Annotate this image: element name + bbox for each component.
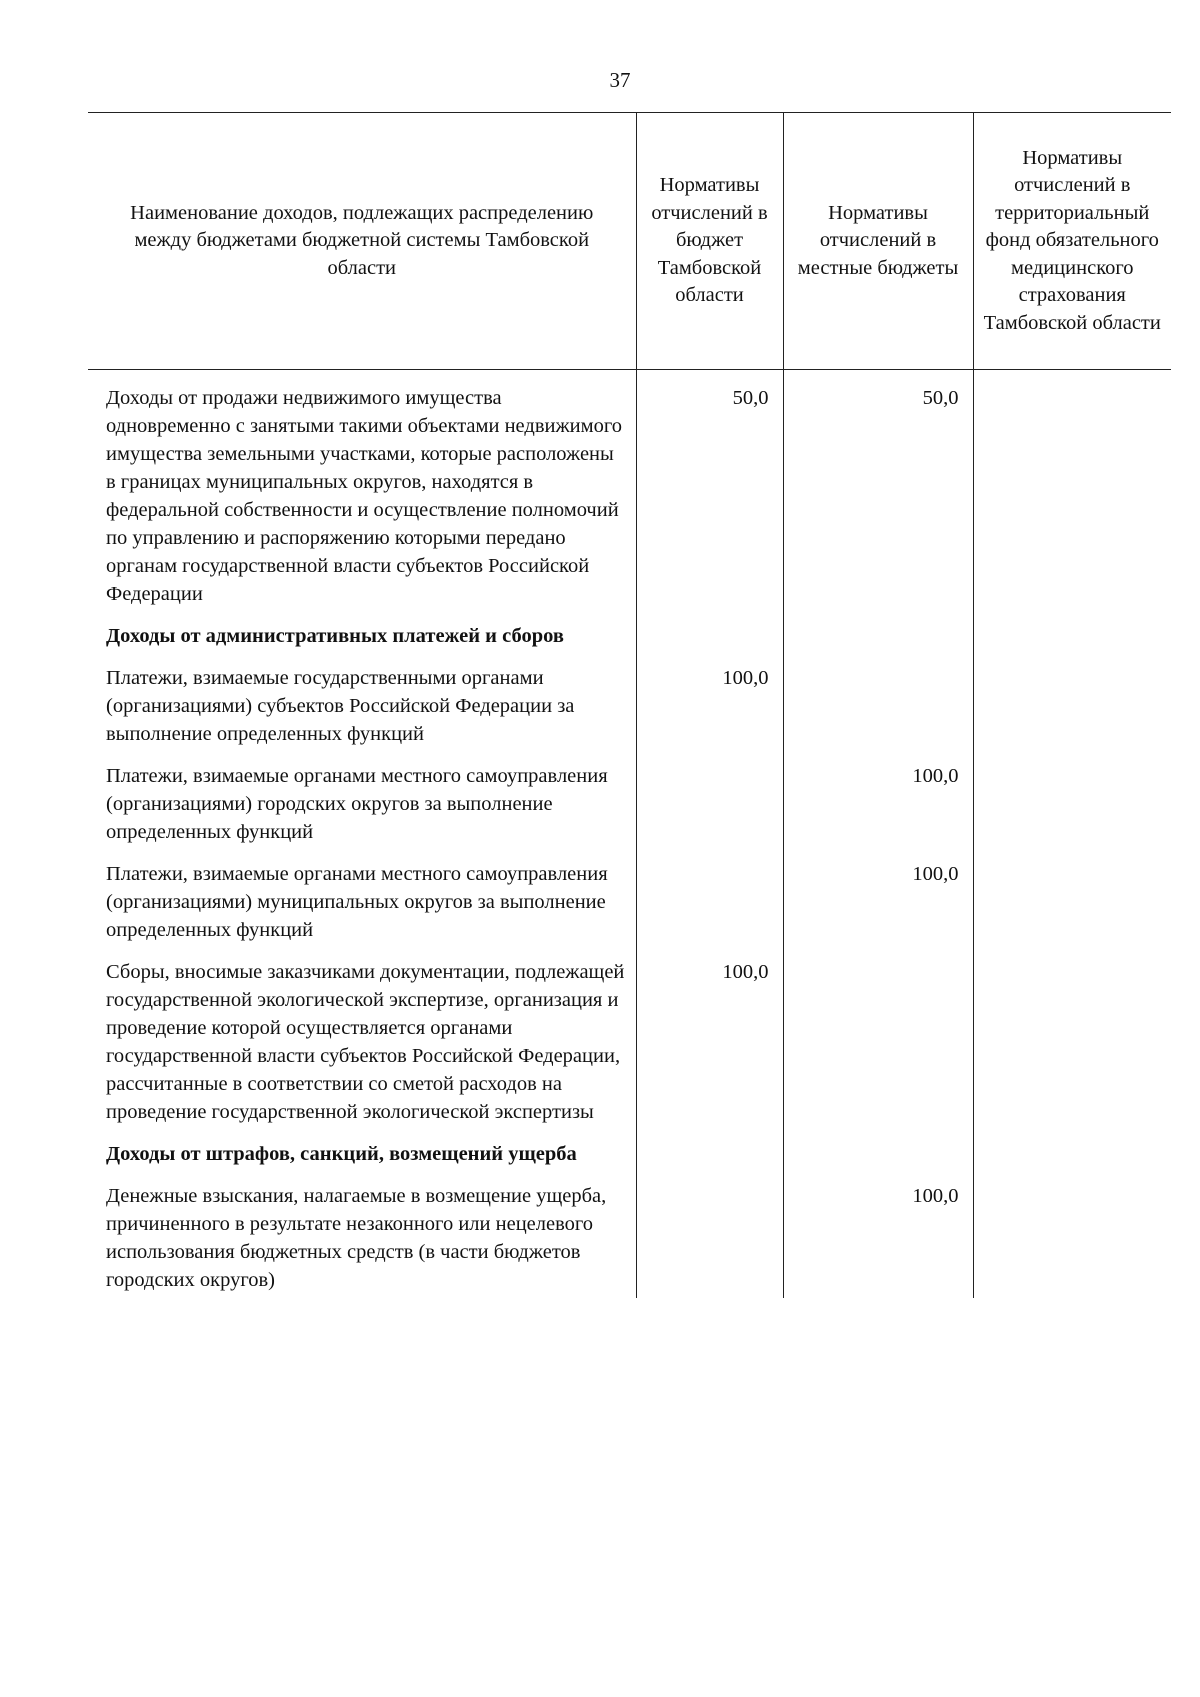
table-row — [88, 752, 1171, 850]
regional-budget-cell — [636, 850, 783, 948]
regional-budget-cell — [636, 1172, 783, 1298]
income-name-cell: Доходы от продажи недвижимого имущества одновременно с занятыми такими объектами недвижимого имущества земельными участками, которые расположены в границах муниципальных округов, находятся в федеральной собственности и осуществление полномочий по управлению и распоряжению которыми передано органам государственной власти субъектов Российской Федерации — [106, 387, 622, 605]
header-regional-budget: Нормативы отчислений в бюджет Тамбовской области — [636, 113, 783, 370]
regional-budget-cell — [636, 612, 783, 654]
section-title-cell: Доходы от штрафов, санкций, возмещений ущерба — [106, 1143, 577, 1165]
local-budget-cell: 100,0 — [783, 752, 973, 850]
regional-budget-cell — [636, 752, 783, 850]
table-row — [88, 654, 1171, 752]
section-row — [88, 612, 1171, 654]
revenue-distribution-table — [88, 112, 1171, 1298]
local-budget-cell: 100,0 — [783, 1172, 973, 1298]
table-row — [88, 948, 1171, 1130]
fund-cell — [973, 850, 1171, 948]
local-budget-cell: 50,0 — [783, 370, 973, 613]
page-number: 37 — [609, 68, 631, 92]
revenue-distribution-table-container — [88, 112, 1171, 1298]
header-local-budgets: Нормативы отчислений в местные бюджеты — [783, 113, 973, 370]
regional-budget-cell: 50,0 — [636, 370, 783, 613]
section-title-cell: Доходы от административных платежей и сборов — [106, 625, 564, 647]
header-income-name: Наименование доходов, подлежащих распределению между бюджетами бюджетной системы Тамбовской области — [88, 113, 636, 370]
local-budget-cell — [783, 612, 973, 654]
income-name-cell: Сборы, вносимые заказчиками документации, подлежащей государственной экологической экспертизе, организация и проведение которой осуществляется органами государственной власти субъектов Российской Федерации, рассчитанные в соответствии со сметой расходов на проведение государственной экологической экспертизы — [106, 961, 625, 1123]
local-budget-cell — [783, 948, 973, 1130]
regional-budget-cell: 100,0 — [636, 654, 783, 752]
fund-cell — [973, 1172, 1171, 1298]
fund-cell — [973, 612, 1171, 654]
table-body — [88, 370, 1171, 1299]
table-row — [88, 1172, 1171, 1298]
local-budget-cell — [783, 654, 973, 752]
section-row — [88, 1130, 1171, 1172]
fund-cell — [973, 948, 1171, 1130]
income-name-cell: Денежные взыскания, налагаемые в возмещение ущерба, причиненного в результате незаконного или нецелевого использования бюджетных средств (в части бюджетов городских округов) — [106, 1185, 607, 1291]
fund-cell — [973, 370, 1171, 613]
header-row — [88, 113, 1171, 370]
income-name-cell: Платежи, взимаемые органами местного самоуправления (организациями) муниципальных округов за выполнение определенных функций — [106, 863, 608, 941]
table-header — [88, 113, 1171, 370]
header-medical-insurance-fund: Нормативы отчислений в территориальный фонд обязательного медицинского страхования Тамбовской области — [973, 113, 1171, 370]
regional-budget-cell — [636, 1130, 783, 1172]
fund-cell — [973, 654, 1171, 752]
fund-cell — [973, 752, 1171, 850]
local-budget-cell — [783, 1130, 973, 1172]
income-name-cell: Платежи, взимаемые государственными органами (организациями) субъектов Российской Федерации за выполнение определенных функций — [106, 667, 575, 745]
local-budget-cell: 100,0 — [783, 850, 973, 948]
table-row — [88, 370, 1171, 613]
table-row — [88, 850, 1171, 948]
regional-budget-cell: 100,0 — [636, 948, 783, 1130]
income-name-cell: Платежи, взимаемые органами местного самоуправления (организациями) городских округов за выполнение определенных функций — [106, 765, 608, 843]
fund-cell — [973, 1130, 1171, 1172]
